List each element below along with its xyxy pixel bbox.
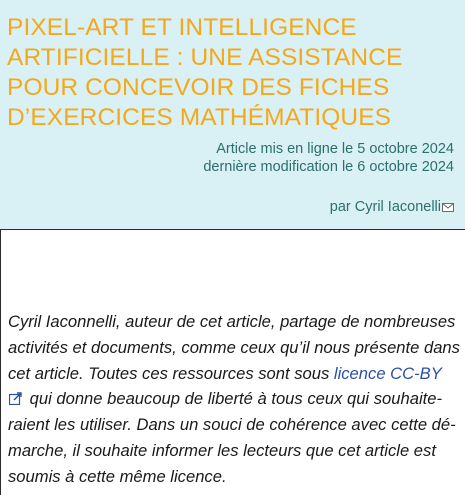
paragraph-text-after: qui donne beaucoup de liberté à tous ceux qui souhaiteraient les utiliser. Dans un souci de cohérence avec cette démarche, il souhaite informer les lecteurs que cet article est soumis à cette même licence. xyxy=(8,389,456,486)
author-byline xyxy=(330,198,454,216)
article-content xyxy=(0,229,465,495)
published-date: Article mis en ligne le 5 octobre 2024 xyxy=(216,141,454,157)
license-link[interactable]: licence CC-BY xyxy=(333,363,442,383)
paragraph-text-before: Cyril Iaconnelli, auteur de cet article, partage de nombreuses activités et documents, comme ceux qu’il nous présente dans cet article. Toutes ces ressources sont sous xyxy=(8,312,460,383)
article-dates xyxy=(203,140,454,176)
author-prefix: par xyxy=(329,199,355,215)
external-link-icon[interactable] xyxy=(9,387,22,400)
modified-date: dernière modification le 6 octobre 2024 xyxy=(203,159,454,175)
article-header xyxy=(0,0,465,229)
envelope-icon[interactable] xyxy=(442,199,454,208)
author-name[interactable]: Cyril Iaconelli xyxy=(354,199,441,215)
article-title: PIXEL-ART ET INTELLIGENCE ARTIFICIELLE : UNE ASSISTANCE POUR CONCEVOIR DES FICHES D’EXERCICES MATHÉMATIQUES xyxy=(7,14,403,131)
license-paragraph xyxy=(8,309,460,490)
